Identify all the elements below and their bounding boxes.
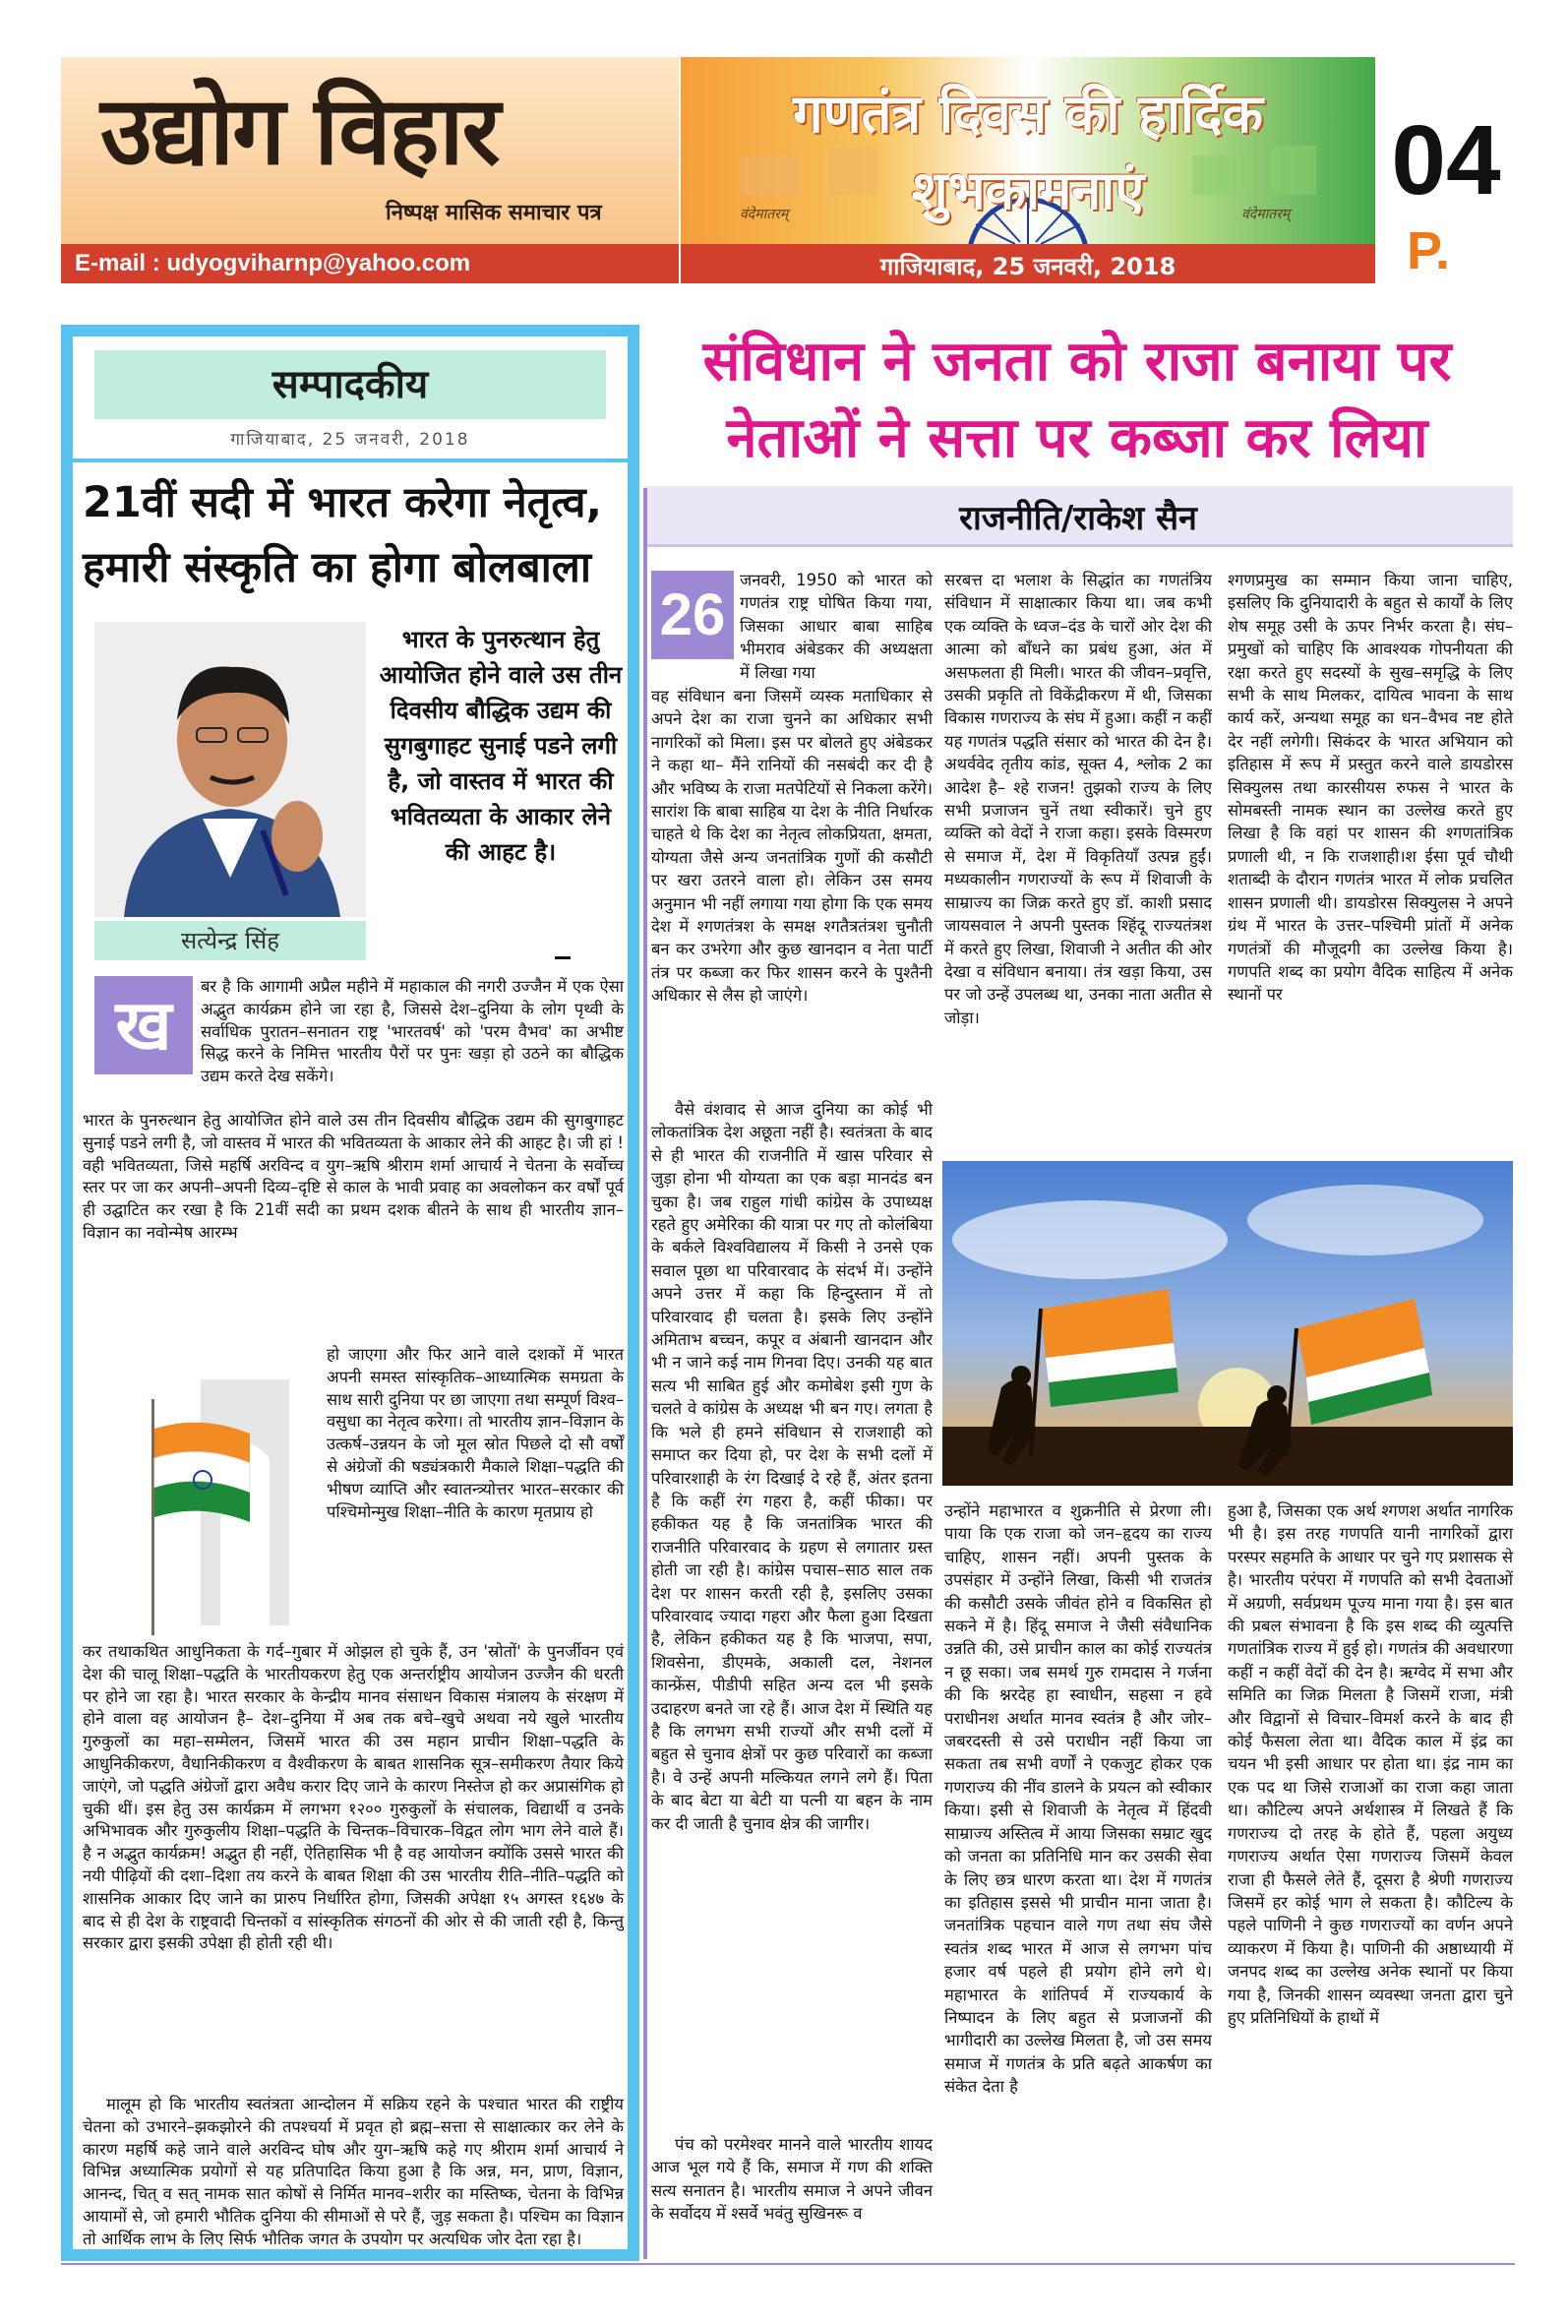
article-col2-paragraph-1: सरबत्त दा भलाश के सिद्धांत का गणतंत्रिय संविधान में साक्षात्कार किया था। जब कभी एक व्यक्ति के ध्वज–दंड के चारों ओर देश की आत्मा को बाँधने का प्रबंध हुआ, अंत में असफलता ही मिली। भारत की जीवन–प्रवृत्ति, उसकी प्रकृति तो विकेंद्रीकरण में थी, जिसका विकास गणराज्य के संघ में हुआ। कहीं न कहीं यह गणतंत्र पद्धति संसार को भारत की देन है। अथर्ववेद तृतीय कांड, सूक्त 4, श्लोक 2 का आदेश है– श्हे राजन! तुझको राज्य के लिए सभी प्रजाजन चुनें तथा स्वीकारें। चुने हुए व्यक्ति को वेदों ने राजा कहा। इसके विस्मरण से समाज में, देश में विकृतियाँ उत्पन्न हुईं। मध्यकालीन गणराज्यों के रूप में शिवाजी के साम्राज्य का जिक्र करते हुए डॉ. काशी प्रसाद जायसवाल ने अपनी पुस्तक श्हिंदू राज्यतंत्रश में करते हुए लिखा, शिवाजी ने अतीत की ओर देखा व संविधान बनाया। तंत्र खड़ा किया, उस पर जो उन्हें उपलब्ध था, उनका नाता अतीत से जोड़ा। (944, 571, 1212, 1027)
editorial-column (61, 325, 639, 2261)
editorial-pull-quote: भारत के पुनरुत्थान हेतु आयोजित होने वाले उस तीन दिवसीय बौद्धिक उद्यम की सुगबुगाहट सुनाई पडने लगी है, जो वास्तव में भारत की भवितव्यता के आकार लेने की आहट है। (379, 626, 623, 866)
editorial-paragraph-3: हो जाएगा और फिर आने वाले दशकों में भारत अपनी समस्त सांस्कृतिक–आध्यात्मिक समग्रता के साथ सारी दुनिया पर छा जाएगा तथा सम्पूर्ण विश्व–वसुधा का नेतृत्व करेगा। तो भारतीय ज्ञान–विज्ञान के उत्कर्ष–उन्नयन के जो मूल स्रोत पिछले दो सौ वर्षों से अंग्रेजों की षड्यंत्रकारी मैकाले शिक्षा–पद्धति की भीषण व्याप्ति और स्वातन्त्र्योत्तर भारत–सरकार की पश्चिमोन्मुख शिक्षा–नीति के कारण मृतप्राय हो (327, 1345, 624, 1521)
editorial-paragraph-1: बर है कि आगामी अप्रैल महीने में महाकाल की नगरी उज्जैन में एक ऐसा अद्भुत कार्यक्रम होने जा रहा है, जिससे देश–दुनिया के लोग पृथ्वी के सर्वाधिक पुरातन–सनातन राष्ट्र 'भारतवर्ष' को 'परम वैभव' का अभीष्ट सिद्ध करने के निमित्त भारतीय पैरों पर पुनः खड़ा हो उठने का बौद्धिक उद्यम करते देख सकेंगे। (201, 977, 624, 1086)
republic-day-banner (681, 57, 1375, 244)
banner-greeting-line2: शुभकामनाएं (911, 159, 1145, 221)
article-col1-paragraph-2: वैसे वंशवाद से आज दुनिया का कोई भी लोकतांत्रिक देश अछूता नहीं है। स्वतंत्रता के बाद से ही भारत की राजनीति में खास परिवार से जुड़ा होना भी योग्यता का एक बड़ा मानदंड बन चुका है। जब राहुल गांधी कांग्रेस के उपाध्यक्ष रहते हुए अमेरिका की यात्रा पर गए तो कोलंबिया के बर्कले विश्वविद्यालय में किसी ने उनसे एक सवाल पूछा था परिवारवाद के संदर्भ में। उन्होंने अपने उत्तर में कहा कि हिन्दुस्तान में तो परिवारवाद ही चलता है। इसके लिए उन्होंने अमिताभ बच्चन, कपूर व अंबानी खानदान और भी न जाने कई नाम गिनवा दिए। उनकी यह बात सत्य भी साबित हुई और कमोबेश इसी गुण के चलते वे कांग्रेस के अध्यक्ष भी बन गए। लगता है कि भले ही हमने संविधान से राजशाही को समाप्त कर दिया हो, पर देश के सभी दलों में परिवारशाही के रंग दिखाई दे रहे हैं, अंतर इतना है कि कहीं रंग गहरा है, कहीं फीका। पर हकीकत यह है कि जनतांत्रिक भारत की राजनीति परिवारवाद के ग्रहण से लगातार ग्रस्त होती जा रही है। कांग्रेस पचास–साठ साल तक देश पर शासन करती रही है, इसलिए उसका परिवारवाद ज्यादा गहरा और फैला हुआ दिखता है, लेकिन हकीकत यह है कि भाजपा, सपा, शिवसेना, डीएमके, अकाली दल, नेशनल कान्फ्रेंस, पीडीपी सहित अन्य दल भी इसके उदाहरण बनते जा रहे हैं। आज देश में स्थिति यह है कि लगभग सभी राज्यों और सभी दलों में बहुत से चुनाव क्षेत्रों पर कुछ परिवारों का कब्जा है। वे उन्हें अपनी मल्कियत लगने लगे हैं। पिता के बाद बेटा या बेटी या पत्नी या बहन के नाम कर दी जाती है चुनाव क्षेत्र की जागीर। (651, 1100, 933, 1833)
byline-bar (643, 486, 1513, 547)
editorial-dropcap: ख (94, 976, 193, 1074)
photo-illustration (942, 1161, 1513, 1486)
email-bar (61, 244, 679, 283)
contact-email: E-mail : udyogviharnp@yahoo.com (75, 250, 471, 276)
editorial-divider (73, 459, 628, 462)
flag-illustration (83, 1340, 314, 1635)
article-col1-paragraph-3: पंच को परमेश्वर मानने वाले भारतीय शायद आज भूल गये हैं कि, समाज में गण की शक्ति सत्य सनातन है। भारतीय समाज ने अपने जीवन के सर्वोदय में श्सर्वे भवंतु सुखिनरू व (651, 2135, 933, 2224)
editorial-paragraph-4: कर तथाकथित आधुनिकता के गर्द–गुबार में ओझल हो चुके हैं, उन 'स्रोतों' के पुनर्जीवन एवं देश की चालू शिक्षा–पद्धति के भारतीयकरण हेतु एक अन्तर्राष्ट्रीय आयोजन उज्जैन की धरती पर होने जा रहा है। भारत सरकार के केन्द्रीय मानव संसाधन विकास मंत्रालय के संरक्षण में होने वाला वह आयोजन है– देश–दुनिया में अब तक बचे–खुचे अथवा नये खुले भारतीय गुरुकुलों का महा–सम्मेलन, जिसमें भारत की उस महान प्राचीन शिक्षा–पद्धति के आधुनिकीकरण, वैधानिकीकरण व वैश्वीकरण के बाबत शासनिक सूत्र–समीकरण तैयार किये जाएंगे, जो पद्धति अंग्रेजों द्वारा अवैध करार दिए जाने के कारण निस्तेज हो कर अप्रासंगिक हो चुकी थीं। इस हेतु उस कार्यक्रम में लगभग १२०० गुरुकुलों के संचालक, विद्यार्थी व उनके अभिभावक और गुरुकुलीय शिक्षा–पद्धति के चिन्तक–विचारक–विद्वत लोग भाग लेने वाले हैं। है न अद्भुत कार्यक्रम! अद्भुत ही नहीं, ऐतिहासिक भी है वह आयोजन क्योंकि उससे भारत की नयी पीढ़ियों की दशा–दिशा तय करने के बाबत शिक्षा की उस भारतीय रीति–नीति–पद्धति को शासनिक आकार दिए जाने का प्रारुप निर्धारित होगा, जिसकी अपेक्षा १५ अगस्त १६४७ के बाद से ही देश के राष्ट्रवादी चिन्तकों व सांस्कृतिक संगठनों की ओर से की जाती रही है, किन्तु सरकार द्वारा इसकी उपेक्षा ही होती रही थी। (83, 1642, 624, 1953)
page-number: 04 (1391, 105, 1501, 215)
newspaper-title: उद्योग विहार (100, 76, 499, 186)
editorial-headline-line1: 21वीं सदी में भारत करेगा नेतृत्व, (83, 478, 602, 527)
editorial-headline-line2: हमारी संस्कृति का होगा बोलबाला (83, 543, 592, 592)
banner-vandemataram-right: वंदेमातरम् (1241, 207, 1291, 222)
article-col2-paragraph-2: उन्होंने महाभारत व शुक्रनीति से प्रेरणा ली। पाया कि एक राजा को जन–हृदय का राज्य चाहिए, शासन नहीं। अपनी पुस्तक के उपसंहार में उन्होंने लिखा, किसी भी राजतंत्र की कसौटी उसके जीवंत होने व विकसित हो सकने में है। हिंदू समाज ने जैसी संवैधानिक उन्नति की, उसे प्राचीन काल का कोई राज्यतंत्र न छू सका। जब समर्थ गुरु रामदास ने गर्जना की कि श्नरदेह हा स्वाधीन, सहसा न हवे पराधीनश अर्थात मानव स्वतंत्र है और जोर–जबरदस्ती से उसे पराधीन नहीं किया जा सकता तब सभी वर्णों ने एकजुट होकर एक गणराज्य की नींव डालने के प्रयत्न को स्वीकार किया। इसी से शिवाजी के नेतृत्व में हिंदवी साम्राज्य अस्तित्व में आया जिसका सम्राट खुद को जनता का प्रतिनिधि मान कर उसकी सेवा के लिए छत्र धारण करता था। देश में गणतंत्र का इतिहास इससे भी प्राचीन माना जाता है। जनतांत्रिक पहचान वाले गण तथा संघ जैसे स्वतंत्र शब्द भारत में आज से लगभग पांच हजार वर्ष पहले ही प्रयोग होने लगे थे। महाभारत के शांतिपर्व में राज्यकार्य के निष्पादन के लिए बहुत से प्रजाजनों की भागीदारी का उल्लेख मिलता है, जो उस समय समाज में गणतंत्र के प्रति बढ़ते आकर्षण का संकेत देता है (944, 1501, 1212, 2097)
banner-vandemataram-left: वंदेमातरम् (740, 207, 789, 222)
masthead-logo-block (61, 57, 679, 244)
article-col1-paragraph-1: वह संविधान बना जिसमें व्यस्क मताधिकार से अपने देश का राजा चुनने का अधिकार सभी नागरिकों को मिला। इस पर बोलते हुए अंबेडकर ने कहा था– मैंने रानियों की नसबंदी कर दी है और भविष्य के राजा मतपेटियों से निकला करेंगे। सारांश कि बाबा साहिब या देश के नीति निर्धारक चाहते थे कि देश का नेतृत्व लोकप्रियता, क्षमता, योग्यता जैसे अन्य जनतांत्रिक गुणों की कसौटी पर खरा उतरने वाला हो। लेकिन उस समय अनुमान भी नहीं लगाया गया होगा कि एक समय देश में श्गणतंत्रश के समक्ष श्गतैत्रतंत्रश चुनौती बन कर उभरेगा और कुछ खानदान व नेता पार्टी तंत्र पर कब्जा कर फिर शासन करने के पुश्तैनी अधिकार से लैस हो जाएंगे। (651, 687, 933, 1006)
banner-greeting-line1: गणतंत्र दिवस की हार्दिक (793, 83, 1263, 145)
editorial-dateline: गाजियाबाद, 25 जनवरी, 2018 (230, 430, 470, 450)
page-number-block (1377, 57, 1515, 283)
article-col3-paragraph-1: श्गणप्रमुख का सम्मान किया जाना चाहिए, इसलिए कि दुनियादारी के बहुत से कार्यों के लिए शेष समूह उसी के ऊपर निर्भर करता है। संघ–प्रमुखों को चाहिए कि आवश्यक गोपनीयता की रक्षा करते हुए सदस्यों के सुख–समृद्धि के लिए सभी के साथ मिलकर, दायित्व भावना के साथ कार्य करें, अन्यथा समूह का धन–वैभव नष्ट होते देर नहीं लगेगी। सिकंदर के भारत अभियान को इतिहास में रूप में प्रस्तुत करने वाले डायडोरस सिक्युलस तथा कारसीयस रुफस ने भारत के सोमबस्ती नामक स्थान का उल्लेख करते हुए लिखा है कि वहां पर शासन की श्गणतांत्रिक प्रणाली थी, न कि राजशाही।श ईसा पूर्व चौथी शताब्दी के दौरान गणतंत्र भारत में लोक प्रचलित शासन प्रणाली थी। डायडोरस सिक्युलस ने अपने ग्रंथ में भारत के उत्तर–पश्चिमी प्रांतों में अनेक गणतंत्रों की मौजूदगी का उल्लेख किया है। गणपति शब्द का प्रयोग वैदिक साहित्य में अनेक स्थानों पर (1228, 571, 1513, 1005)
page-bottom-rule (61, 2263, 1515, 2265)
article-left-rule (643, 488, 647, 2259)
article-headline-line1: संविधान ने जनता को राजा बनाया पर (702, 330, 1452, 394)
author-photo-illustration (94, 622, 366, 917)
dateline-bar (681, 244, 1375, 283)
article-dropcap: 26 (651, 571, 734, 659)
editorial-headline (83, 470, 624, 600)
india-gate-flag-photo (83, 1340, 314, 1635)
masthead (61, 57, 1515, 283)
page-letter: P. (1407, 221, 1451, 280)
article-col3-paragraph-2: हुआ है, जिसका एक अर्थ श्गणश अर्थात नागरिक भी है। इस तरह गणपति यानी नागरिकों द्वारा परस्पर सहमति के आधार पर चुने गए प्रशासक से है। भारतीय परंपरा में गणपति को सभी देवताओं में अग्रणी, सर्वप्रथम पूज्य माना गया है। इस बात की प्रबल संभावना है कि इस शब्द की व्युत्पत्ति गणतांत्रिक राज्य में हुई हो। गणतंत्र की अवधारणा कहीं न कहीं वेदों की देन है। ऋग्वेद में सभा और समिति का जिक्र मिलता है जिसमें राजा, मंत्री और विद्वानों से विचार–विमर्श करने के बाद ही कोई फैसला लेता था। वैदिक काल में इंद्र का चयन भी इसी आधार पर होता था। इंद्र नाम का एक पद था जिसे राजाओं का राजा कहा जाता था। कौटिल्य अपने अर्थशास्त्र में लिखते हैं कि गणराज्य दो तरह के होते हैं, पहला अयुध्य गणराज्य अर्थात ऐसा गणराज्य जिसमें केवल राजा ही फैसले लेते हैं, दूसरा है श्रेणी गणराज्य जिसमें हर कोई भाग ले सकता है। कौटिल्य के पहले पाणिनी ने कुछ गणराज्यों का वर्णन अपने व्याकरण में किया है। पाणिनी की अष्ठाध्यायी में जनपद शब्द का उल्लेख अनेक स्थानों पर किया गया है, जिनकी शासन व्यवस्था जनता द्वारा चुने हुए प्रतिनिधियों के हाथों में (1228, 1501, 1513, 2027)
author-photo (94, 622, 366, 917)
editorial-paragraph-5: मालूम हो कि भारतीय स्वतंत्रता आन्दोलन में सक्रिय रहने के पश्चात भारत की राष्ट्रीय चेतना को उभारने–झकझोरने की तपश्चर्या में प्रवृत हो ब्रह्म–सत्ता से साक्षात्कार कर लेने के कारण महर्षि कहे जाने वाले अरविन्द घोष और युग–ऋषि कहे गए श्रीराम शर्मा आचार्य ने विभिन्न अध्यात्मिक प्रयोगों से यह प्रतिपादित किया हुआ है कि अन्न, मन, प्राण, विज्ञान, आनन्द, चित् व सत् नामक सात कोषों से निर्मित मानव–शरीर का मस्तिष्क, चेतना के विभिन्न आयामों से, जो हमारी भौतिक दुनिया की सीमाओं से परे हैं, जुड़ सकता है। पश्चिम का विज्ञान तो आर्थिक लाभ के लिए सिर्फ भौतिक जगत के उपयोग पर अत्यधिक जोर देता रहा है। (83, 2095, 624, 2248)
pull-quote-dash (555, 956, 571, 959)
article-byline: राजनीति/राकेश सैन (959, 499, 1197, 538)
children-with-flags-photo (942, 1161, 1513, 1486)
article-col1-intro: जनवरी, 1950 को भारत को गणतंत्र राष्ट्र घोषित किया गया, जिसका आधार बाबा साहिब भीमराव अंबेडकर की अध्यक्षता में लिखा गया (740, 571, 933, 682)
masthead-dateline: गाजियाबाद, 25 जनवरी, 2018 (879, 253, 1176, 280)
editorial-section-label: सम्पादकीय (94, 350, 606, 419)
author-name: सत्येन्द्र सिंह (94, 921, 366, 960)
newspaper-tagline: निष्पक्ष मासिक समाचार पत्र (386, 201, 602, 225)
article-headline-line2: नेताओं ने सत्ता पर कब्जा कर लिया (726, 406, 1428, 470)
editorial-paragraph-2: भारत के पुनरुत्थान हेतु आयोजित होने वाले उस तीन दिवसीय बौद्धिक उद्यम की सुगबुगाहट सुनाई पडने लगी है, जो वास्तव में भारत की भवितव्यता के आकार लेने की आहट है। जी हां ! वही भवितव्यता, जिसे महर्षि अरविन्द व युग–ऋषि श्रीराम शर्मा आचार्य ने चेतना के सर्वोच्च स्तर पर जा कर अपनी–अपनी दिव्य–दृष्टि से काल के भावी प्रवाह का अवलोकन कर वर्षों पूर्व ही उद्घाटित कर रखा है कि 21वीं सदी का प्रथम दशक बीतने के साथ ही भारतीय ज्ञान–विज्ञान का नवोन्मेष आरम्भ (83, 1111, 624, 1242)
